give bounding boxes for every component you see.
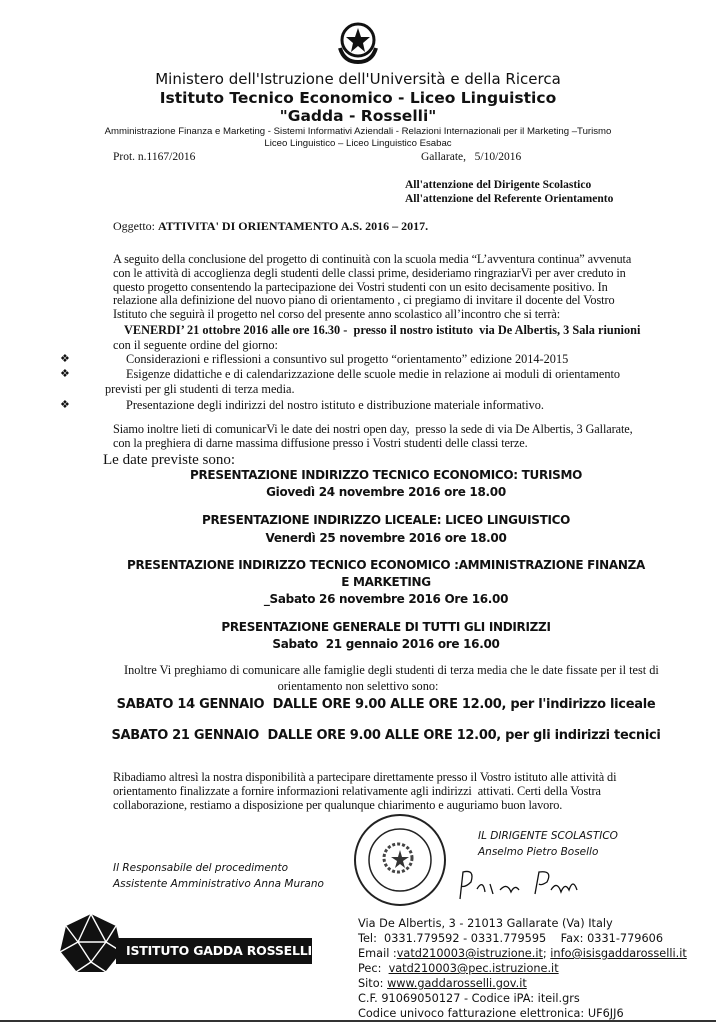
republic-emblem-icon [334,18,382,66]
open-day-paragraph [113,423,713,451]
pec-line [358,961,687,976]
geodesic-sphere-icon [58,912,124,976]
presentation-date: Venerdì 25 novembre 2016 ore 18.00 [265,531,507,545]
site-link[interactable]: www.gaddarosselli.gov.it [387,977,527,990]
courses-line-2: Liceo Linguistico – Liceo Linguistico Esabac [264,138,452,149]
agenda-item: Considerazioni e riflessioni a consuntivo sul progetto “orientamento” edizione 2014-2015 [126,352,569,366]
address: Via De Albertis, 3 - 21013 Gallarate (Va) Italy [358,917,613,930]
institute-title: Istituto Tecnico Economico - Liceo Linguistico [159,89,557,107]
info-email-link[interactable]: info@isisgaddarosselli.it [550,947,687,960]
pec-link[interactable]: vatd210003@pec.istruzione.it [388,962,559,975]
presentation-title: PRESENTAZIONE INDIRIZZO LICEALE: LICEO LINGUISTICO [201,513,571,527]
courses-line-1: Amministrazione Finanza e Marketing - Sistemi Informativi Aziendali - Relazioni Internazionali per il Marketing –Turismo [104,126,612,137]
agenda-intro: con il seguente ordine del giorno: [113,338,278,352]
test-intro-line: Inoltre Vi preghiamo di comunicare alle famiglie degli studenti di terza media che le date fissate per il test di [124,663,659,677]
bullet-icon: ❖ [60,368,70,380]
text-line: Siamo inoltre lieti di comunicarVi le date dei nostri open day, presso la sede di via De Albertis, 3 Gallarate, [113,422,633,436]
principal-name: Anselmo Pietro Bosello [478,846,599,858]
school-name: "Gadda - Rosselli" [279,107,437,125]
agenda-item-continuation: previsti per gli studenti di terza media. [105,382,295,396]
agenda-item: Presentazione degli indirizzi del nostro istituto e distribuzione materiale informativo. [126,398,544,412]
bullet-icon: ❖ [60,399,70,411]
protocol-number: Prot. n.1167/2016 [113,151,196,163]
contact-block [358,916,687,1021]
responsible-name: Assistente Amministrativo Anna Murano [113,878,324,890]
subject-text: ATTIVITA' DI ORIENTAMENTO A.S. 2016 – 2017. [158,219,429,233]
place-date: Gallarate, 5/10/2016 [421,151,522,163]
presentation-title: PRESENTAZIONE INDIRIZZO TECNICO ECONOMICO: TURISMO [189,468,582,482]
principal-role: IL DIRIGENTE SCOLASTICO [478,830,618,842]
text-line: A seguito della conclusione del progetto di continuità con la scuola media “L’avventura continua” avvenuta [113,252,632,266]
email-label: Email : [358,947,397,960]
school-logo [58,912,314,976]
principal-signature [455,864,585,904]
presentation-date: Sabato 21 gennaio 2016 ore 16.00 [272,637,500,651]
school-stamp [352,812,448,908]
invoice-code: Codice univoco fatturazione elettronica: UF6JJ6 [358,1007,624,1020]
site-label: Sito: [358,977,388,990]
site-line [358,976,687,991]
presentation-date: Giovedì 24 novembre 2016 ore 18.00 [266,485,506,499]
scan-edge-line [0,1020,716,1022]
phone-fax: Tel: 0331.779592 - 0331.779595 Fax: 0331-779606 [358,932,664,945]
subject-label: Oggetto: [113,219,155,233]
ministry-title: Ministero dell'Istruzione dell'Università e della Ricerca [155,70,561,88]
recipient-principal: All'attenzione del Dirigente Scolastico [405,179,592,191]
email-link[interactable]: vatd210003@istruzione.it [396,947,543,960]
email-line: Email :vatd210003@istruzione.it; info@isisgaddarosselli.it [358,947,687,960]
pec-label: Pec: [358,962,389,975]
meeting-details: VENERDI’ 21 ottobre 2016 alle ore 16.30 - presso il nostro istituto via De Albertis, 3 Sala riunioni [124,323,641,337]
presentation-title: PRESENTAZIONE GENERALE DI TUTTI GLI INDIRIZZI [221,620,551,634]
agenda-item: Esigenze didattiche e di calendarizzazione delle scuole medie in relazione ai moduli di orientamento [126,367,621,381]
test-intro-line: orientamento non selettivo sono: [277,679,439,693]
text-line: con la preghiera di darne massima diffusione presso i Vostri studenti delle classi terze. [113,435,528,450]
subject-line [113,219,428,234]
text-line: relazione alla definizione del nuovo piano di orientamento , ci pregiamo di invitare il docente del Vostro [113,293,615,308]
bullet-icon: ❖ [60,353,70,365]
text-line: con le attività di accoglienza degli studenti delle classi prime, desideriamo ringraziarVi per aver creduto in [113,265,626,280]
responsible-role: Il Responsabile del procedimento [113,862,289,874]
tax-code: C.F. 91069050127 - Codice iPA: iteil.grs [358,992,580,1005]
recipient-referent: All'attenzione del Referente Orientamento [405,193,614,205]
presentation-title-continued: E MARKETING [341,575,431,589]
text-line: collaborazione, restiamo a disposizione per qualunque chiarimento e auguriamo buon lavoro. [113,797,563,812]
presentation-date: _Sabato 26 novembre 2016 Ore 16.00 [263,592,509,606]
test-date-liceale: SABATO 14 GENNAIO DALLE ORE 9.00 ALLE ORE 12.00, per l'indirizzo liceale [116,697,656,712]
logo-banner: ISTITUTO GADDA ROSSELLI [116,938,312,964]
text-line: orientamento finalizzate a fornire informazioni relativamente agli indirizzi attivati. Certi della Vostra [113,783,601,798]
test-date-tecnici: SABATO 21 GENNAIO DALLE ORE 9.00 ALLE ORE 12.00, per gli indirizzi tecnici [111,728,661,743]
text-line: Ribadiamo altresì la nostra disponibilità a partecipare direttamente presso il Vostro istituto alle attività di [113,770,617,784]
text-line: questo progetto consentendo la partecipazione dei Vostri studenti con un esito decisamente positivo. In [113,279,608,294]
intro-paragraph [113,253,713,322]
presentation-title: PRESENTAZIONE INDIRIZZO TECNICO ECONOMICO :AMMINISTRAZIONE FINANZA [126,558,646,572]
text-line: Istituto che seguirà il progetto nel corso del presente anno scolastico all’incontro che si terrà: [113,307,561,322]
closing-paragraph [113,771,713,812]
dates-intro: Le date previste sono: [103,452,236,468]
